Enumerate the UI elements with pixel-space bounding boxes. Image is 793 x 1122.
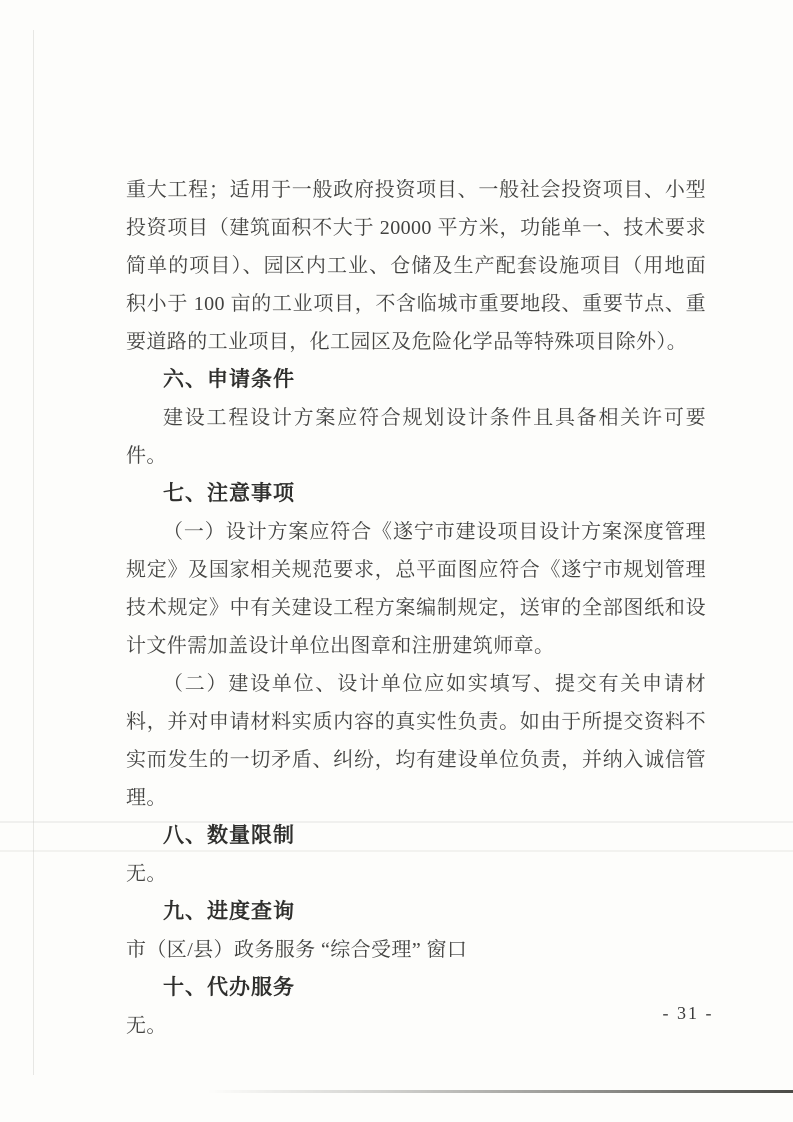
- paragraph: 市（区/县）政务服务 “综合受理” 窗口: [126, 939, 468, 961]
- scan-artifact-page-edge-line: [208, 1090, 793, 1093]
- paragraph: 无。: [126, 1015, 167, 1037]
- section-heading-7: 七、注意事项: [163, 482, 295, 505]
- section-heading-9: 九、进度查询: [163, 900, 295, 923]
- section-heading-8: 八、数量限制: [163, 824, 295, 847]
- paragraph: 无。: [126, 863, 167, 885]
- paragraph: （一）设计方案应符合《遂宁市建设项目设计方案深度管理规定》及国家相关规范要求，总平面图应符合《遂宁市规划管理技术规定》中有关建设工程方案编制规定，送审的全部图纸和设计文件需加盖设计单位出图章和注册建筑师章。: [126, 521, 706, 657]
- scan-artifact-vertical-line: [33, 30, 34, 1075]
- page-number: - 31 -: [662, 1003, 714, 1023]
- paragraph: （二）建设单位、设计单位应如实填写、提交有关申请材料，并对申请材料实质内容的真实性负责。如由于所提交资料不实而发生的一切矛盾、纠纷，均有建设单位负责，并纳入诚信管理。: [126, 673, 706, 809]
- paragraph-continuation: 重大工程；适用于一般政府投资项目、一般社会投资项目、小型投资项目（建筑面积不大于 20000 平方米，功能单一、技术要求简单的项目）、园区内工业、仓储及生产配套设施项目（用地面积小于 100 亩的工业项目，不含临城市重要地段、重要节点、重要道路的工业项目，化工园区及危险化学品等特殊项目除外）。: [126, 179, 706, 353]
- paragraph: 建设工程设计方案应符合规划设计条件且具备相关许可要件。: [126, 407, 706, 467]
- section-heading-10: 十、代办服务: [163, 976, 295, 999]
- document-text-block: [126, 171, 706, 1045]
- section-heading-6: 六、申请条件: [163, 368, 295, 391]
